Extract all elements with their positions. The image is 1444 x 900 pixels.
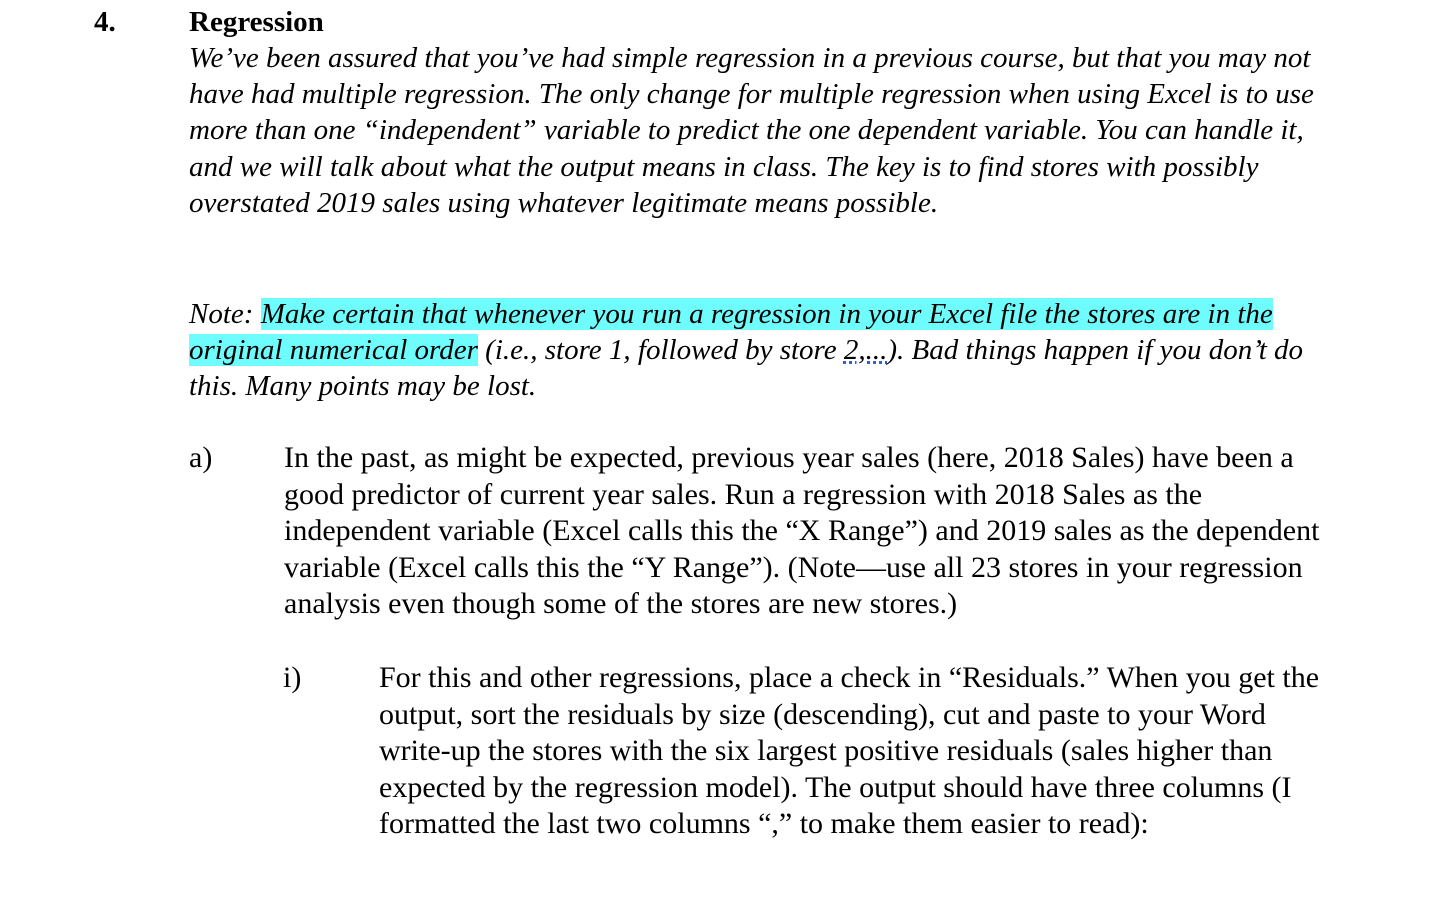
item-a-text: In the past, as might be expected, previous year sales (here, 2018 Sales) have been a good predictor of current year sales. Run a regression with 2018 Sales as the independent variable (Excel calls this the “X Range”) and 2019 sales as the dependent variable (Excel calls this the “Y Range”). (Note—use all 23 stores in your regression analysis even though some of the stores are new stores.) bbox=[284, 441, 1320, 621]
note-label: Note: bbox=[189, 298, 261, 330]
item-i-marker: i) bbox=[283, 661, 302, 694]
note-mid-text: (i.e., store 1, followed by store bbox=[477, 334, 844, 367]
section-intro-paragraph: We’ve been assured that you’ve had simple regression in a previous course, but that you may not have had multiple regression. The only change for multiple regression when using Excel is to use more than one “independent” variable to predict the one dependent variable. You can handle it, and we will talk about what the output means in class. The key is to find stores with possibly overstated 2019 sales using whatever legitimate means possible. bbox=[189, 42, 1314, 219]
item-i-text: For this and other regressions, place a check in “Residuals.” When you get the output, sort the residuals by size (descending), cut and paste to your Word write-up the stores with the six largest positive residuals (sales higher than expected by the regression model). The output should have three columns (I formatted the last two columns “,” to make them easier to read): bbox=[379, 661, 1320, 841]
section-title: Regression bbox=[189, 6, 324, 38]
item-a-marker: a) bbox=[189, 441, 213, 474]
note-paragraph bbox=[189, 296, 1339, 405]
section-number: 4. bbox=[94, 6, 116, 38]
note-highlighted-text: Make certain that whenever you run a regression in your Excel file the stores are in the original numerical order bbox=[189, 298, 1273, 367]
note-rest-text: ). Bad things happen if you don’t do this. Many points may be lost. bbox=[189, 334, 1304, 403]
store-sequence-reference[interactable]: 2,... bbox=[843, 334, 888, 367]
